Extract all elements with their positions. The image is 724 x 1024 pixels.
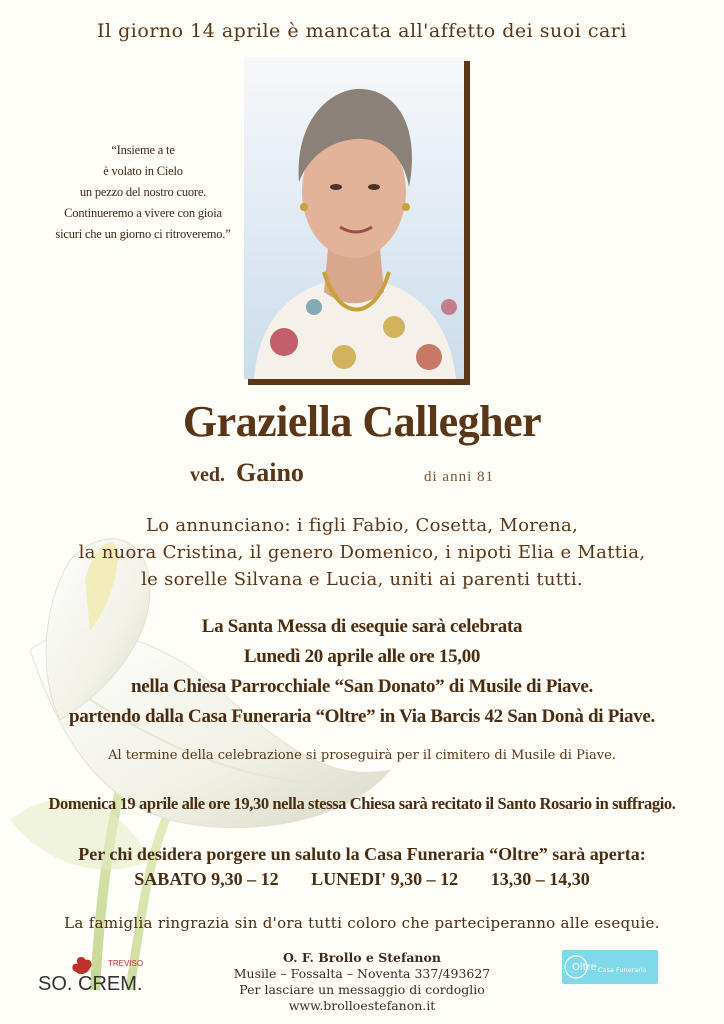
quote-line: è volato in Cielo bbox=[103, 164, 183, 178]
mass-line: partendo dalla Casa Funeraria “Oltre” in Via Barcis 42 San Donà di Piave. bbox=[69, 706, 655, 727]
funeral-home-locations: Musile – Fossalta – Noventa 337/493627 bbox=[233, 966, 491, 981]
married-name-line bbox=[190, 458, 304, 488]
family-announcement bbox=[0, 512, 724, 593]
deceased-name: Graziella Callegher bbox=[182, 397, 542, 446]
visiting-hours-saturday: SABATO 9,30 – 12 bbox=[134, 869, 279, 889]
visiting-hours-monday-morning: LUNEDI' 9,30 – 12 bbox=[311, 869, 459, 889]
oltre-logo bbox=[562, 950, 658, 984]
deceased-portrait-photo bbox=[244, 57, 470, 385]
announcement-line: le sorelle Silvana e Lucia, uniti ai parenti tutti. bbox=[141, 569, 583, 590]
cemetery-note: Al termine della celebrazione si proseguirà per il cimitero di Musile di Piave. bbox=[108, 748, 616, 763]
widow-prefix: ved. bbox=[190, 464, 225, 486]
quote-line: Continueremo a vivere con gioia bbox=[64, 206, 222, 220]
married-surname: Gaino bbox=[236, 458, 304, 487]
funeral-home-name: O. F. Brollo e Stefanon bbox=[283, 950, 441, 965]
visiting-intro: Per chi desidera porgere un saluto la Casa Funeraria “Oltre” sarà aperta: bbox=[78, 844, 646, 864]
mass-line: nella Chiesa Parrocchiale “San Donato” di Musile di Piave. bbox=[131, 676, 593, 697]
age-text: di anni 81 bbox=[424, 469, 494, 485]
quote-line: “Insieme a te bbox=[111, 143, 175, 157]
family-thanks: La famiglia ringrazia sin d'ora tutti coloro che parteciperanno alle esequie. bbox=[64, 914, 660, 932]
mass-line: La Santa Messa di esequie sarà celebrata bbox=[201, 616, 523, 637]
funeral-home-website[interactable]: www.brolloestefanon.it bbox=[288, 998, 436, 1013]
death-announcement-header: Il giorno 14 aprile è mancata all'affetto dei suoi cari bbox=[97, 20, 627, 42]
visiting-hours bbox=[0, 842, 724, 892]
oltre-brand: Oltre bbox=[572, 962, 597, 973]
rosary-note: Domenica 19 aprile alle ore 19,30 nella stessa Chiesa sarà recitato il Santo Rosario in suffragio. bbox=[48, 794, 676, 813]
mass-line: Lunedì 20 aprile alle ore 15,00 bbox=[243, 646, 481, 667]
visiting-hours-monday-afternoon: 13,30 – 14,30 bbox=[490, 869, 590, 889]
quote-line: un pezzo del nostro cuore. bbox=[79, 185, 207, 199]
condolence-prompt: Per lasciare un messaggio di cordoglio bbox=[239, 982, 485, 997]
socrem-city: TREVISO bbox=[108, 959, 144, 968]
oltre-subtitle: Casa Funeraria bbox=[598, 966, 647, 974]
announcement-line: Lo annunciano: i figli Fabio, Cosetta, Morena, bbox=[145, 515, 579, 536]
socrem-logo bbox=[38, 956, 178, 996]
visiting-hours-list bbox=[0, 867, 724, 892]
quote-line: sicuri che un giorno ci ritroveremo.” bbox=[55, 227, 231, 241]
memorial-quote bbox=[48, 140, 238, 245]
announcement-line: la nuora Cristina, il genero Domenico, i nipoti Elia e Mattia, bbox=[78, 542, 646, 563]
socrem-brand: SO. CREM. bbox=[38, 973, 143, 995]
funeral-mass-details bbox=[0, 612, 724, 732]
